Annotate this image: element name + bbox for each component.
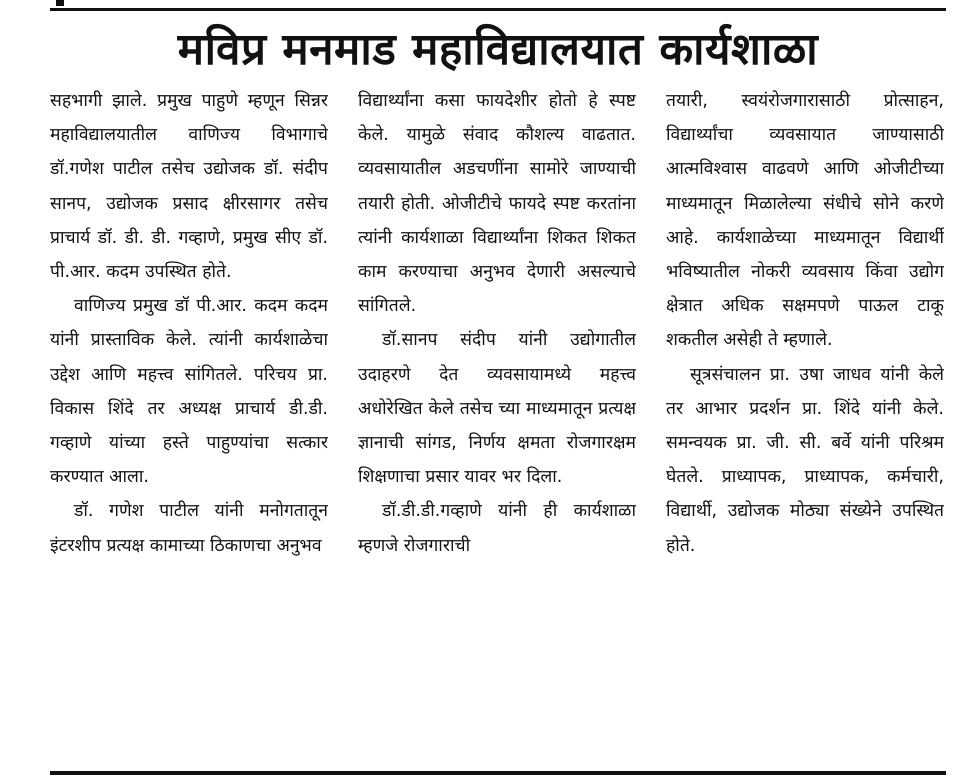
top-corner-mark (56, 0, 64, 6)
column-3-paragraph-2: सूत्रसंचालन प्रा. उषा जाधव यांनी केले तर आभार प्रदर्शन प्रा. शिंदे यांनी केले. समन्वयक प्रा. जी. सी. बर्वे यांनी परिश्रम घेतले. प्राध्यापक, प्राध्यापक, कर्मचारी, विद्यार्थी, उद्योजक मोठ्या संख्येने उपस्थित होते. (666, 364, 944, 556)
column-2-paragraph-1: विद्यार्थ्यांना कसा फायदेशीर होतो हे स्पष्ट केले. यामुळे संवाद कौशल्य वाढतात. व्यवसायातील अडचणींना सामोरे जाण्याची तयारी होती. ओजीटीचे फायदे स्पष्ट करतांना त्यांनी कार्यशाळा विद्यार्थ्यांना शिकत शिकत काम करण्याचा अनुभव देणारी असल्याचे सांगितले. (358, 91, 636, 317)
column-2-paragraph-3: डॉ.डी.डी.गव्हाणे यांनी ही कार्यशाळा म्हणजे रोजगाराची (358, 501, 636, 556)
column-2-paragraph-2: डॉ.सानप संदीप यांनी उद्योगातील उदाहरणे देत व्यवसायामध्ये महत्त्व अधोरेखित केले तसेच च्या माध्यमातून प्रत्यक्ष ज्ञानाची सांगड, निर्णय क्षमता रोजगारक्षम शिक्षणाचा प्रसार यावर भर दिला. (358, 330, 636, 488)
bottom-rule (50, 771, 946, 775)
column-3-paragraph-1: तयारी, स्वयंरोजगारासाठी प्रोत्साहन, विद्यार्थ्यांचा व्यवसायात जाण्यासाठी आत्मविश्वास वाढवणे आणि ओजीटीच्या माध्यमातून मिळालेल्या संधीचे सोने करणे आहे. कार्यशाळेच्या माध्यमातून विद्यार्थी भविष्यातील नोकरी व्यवसाय किंवा उद्योग क्षेत्रात अधिक सक्षमपणे पाऊल टाकू शकतील असेही ते म्हणाले. (666, 91, 944, 351)
article-headline: मविप्र मनमाड महाविद्यालयात कार्यशाळा (177, 24, 819, 75)
column-1-paragraph-3: डॉ. गणेश पाटील यांनी मनोगतातून इंटरशीप प्रत्यक्ष कामाच्या ठिकाणचा अनुभव (50, 501, 328, 556)
article-column-3 (666, 84, 944, 772)
column-1-paragraph-2: वाणिज्य प्रमुख डॉ पी.आर. कदम कदम यांनी प्रास्ताविक केले. त्यांनी कार्यशाळेचा उद्देश आणि महत्त्व सांगितले. परिचय प्रा. विकास शिंदे तर अध्यक्ष प्राचार्य डी.डी. गव्हाणे यांच्या हस्ते पाहुण्यांचा सत्कार करण्यात आला. (50, 296, 328, 488)
article-column-2 (358, 84, 636, 772)
top-rule (50, 8, 946, 11)
column-1-paragraph-1: सहभागी झाले. प्रमुख पाहुणे म्हणून सिन्नर महाविद्यालयातील वाणिज्य विभागाचे डॉ.गणेश पाटील तसेच उद्योजक डॉ. संदीप सानप, उद्योजक प्रसाद क्षीरसागर तसेच प्राचार्य डॉ. डी. डी. गव्हाणे, प्रमुख सीए डॉ. पी.आर. कदम उपस्थित होते. (50, 91, 328, 283)
article-column-1 (50, 84, 328, 772)
